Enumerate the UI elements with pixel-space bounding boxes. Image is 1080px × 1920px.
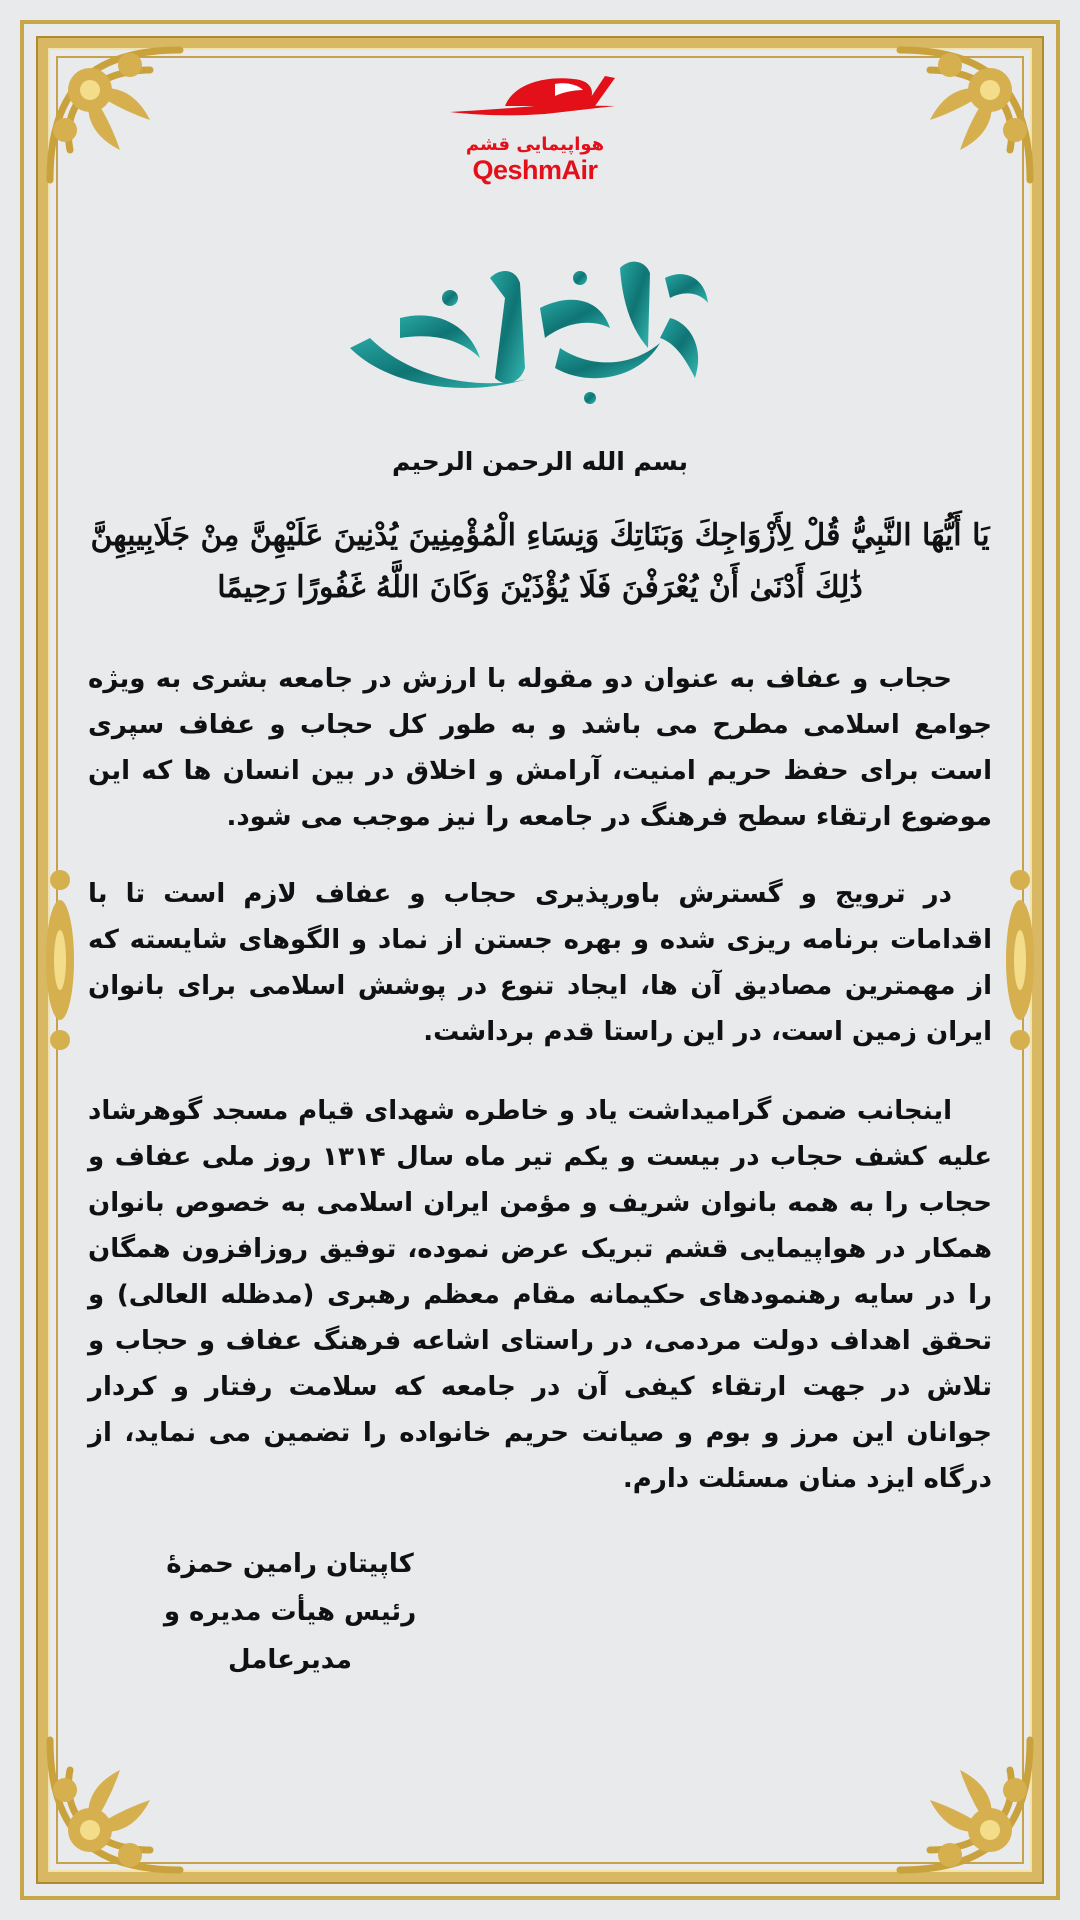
signer-name: کاپیتان رامین حمزۀ <box>166 1549 414 1579</box>
signature-block <box>100 1540 480 1684</box>
corner-ornament-bottom-right <box>880 1720 1050 1890</box>
logo-persian-name: هواپیمایی قشم <box>465 134 605 155</box>
signer-title: رئیس هیأت مدیره و مدیرعامل <box>163 1597 417 1675</box>
hijab-calligraphy-emblem <box>330 238 730 418</box>
basmala-heading: بسم الله الرحمن الرحیم <box>392 447 688 476</box>
corner-ornament-top-right <box>880 30 1050 200</box>
corner-ornament-bottom-left <box>30 1720 200 1890</box>
quran-verse: يَا أَيُّهَا النَّبِيُّ قُلْ لِأَزْوَاجِكَ وَبَنَاتِكَ وَنِسَاءِ الْمُؤْمِنِينَ يُدْنِينَ عَلَيْهِنَّ مِنْ جَلَابِيبِهِنَّ ذَٰلِكَ أَدْنَىٰ أَنْ يُعْرَفْنَ فَلَا يُؤْذَيْنَ وَكَانَ اللَّهُ غَفُورًا رَحِيمًا <box>90 518 990 605</box>
corner-ornament-top-left <box>30 30 200 200</box>
paragraph-1: حجاب و عفاف به عنوان دو مقوله با ارزش در جامعه بشری به ویژه جوامع اسلامی مطرح می باشد و به طور کل حجاب و عفاف سپری است برای حفظ حریم امنیت، آرامش و اخلاق در بین انسان ها که این موضوع ارتقاء سطح فرهنگ در جامعه را نیز موجب می شود. <box>88 664 992 832</box>
logo-english-name: QeshmAir <box>472 155 598 185</box>
side-ornament-right <box>990 850 1050 1070</box>
paragraph-3: اینجانب ضمن گرامیداشت یاد و خاطره شهدای قیام مسجد گوهرشاد علیه کشف حجاب در بیست و یکم تیر ماه سال ۱۳۱۴ روز ملی عفاف و حجاب را به همه بانوان شریف و مؤمن ایران اسلامی به خصوص بانوان همکار در هواپیمایی قشم تبریک عرض نموده، توفیق روزافزون همگان را در سایه رهنمودهای حکیمانه مقام معظم رهبری (مدظله العالی) و تحقق اهداف دولت مردمی، در راستای اشاعه فرهنگ عفاف و حجاب و تلاش در جهت ارتقاء کیفی آن در جامعه که سلامت رفتار و کردار جوانان این مرز و بوم و صیانت حریم خانواده را تضمین می نماید، از درگاه ایزد منان مسئلت دارم. <box>88 1096 992 1494</box>
airline-wing-icon <box>445 70 625 140</box>
qeshm-air-logo <box>430 70 640 210</box>
side-ornament-left <box>30 850 90 1070</box>
paragraph-2: در ترویج و گسترش باورپذیری حجاب و عفاف لازم است تا با اقدامات برنامه ریزی شده و بهره جستن از نماد و الگوهای شایسته که از مهمترین مصادیق آن ها، ایجاد تنوع در پوشش اسلامی برای بانوان ایران زمین است، در این راستا قدم برداشت. <box>88 879 992 1047</box>
